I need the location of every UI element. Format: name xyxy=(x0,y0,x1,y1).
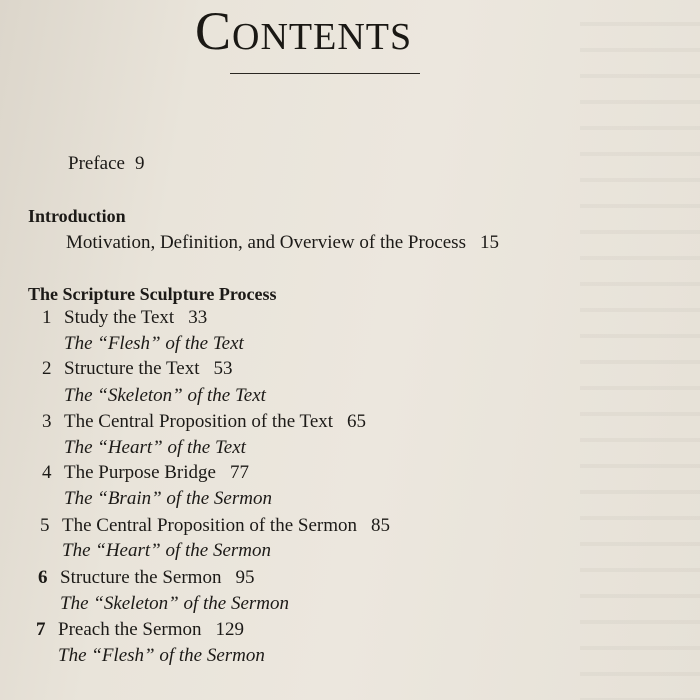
chapter-title: Study the Text xyxy=(64,307,175,328)
chapter-subtitle: The “Flesh” of the Text xyxy=(64,333,244,354)
chapter-number: 2 xyxy=(42,358,52,379)
chapter-subtitle: The “Skeleton” of the Text xyxy=(64,385,266,406)
entry-page: 15 xyxy=(479,232,499,253)
toc-chapter-4 xyxy=(42,461,249,485)
chapter-subtitle: The “Heart” of the Sermon xyxy=(62,540,271,561)
toc-entry-introduction xyxy=(66,231,499,255)
chapter-number: 6 xyxy=(38,567,48,588)
chapter-subtitle: The “Skeleton” of the Sermon xyxy=(60,593,290,614)
chapter-title: Structure the Text xyxy=(64,358,200,379)
toc-chapter-2 xyxy=(42,357,233,381)
entry-label: Motivation, Definition, and Overview of the Process xyxy=(66,232,466,253)
chapter-number: 7 xyxy=(36,619,46,640)
chapter-page: 53 xyxy=(213,358,233,379)
title-underline xyxy=(230,73,420,74)
section-heading-introduction: Introduction xyxy=(28,206,126,226)
entry-label: Preface xyxy=(68,153,125,174)
chapter-page: 77 xyxy=(229,462,249,483)
chapter-number: 4 xyxy=(42,462,52,483)
toc-chapter-6 xyxy=(38,566,254,590)
page-title: Contents xyxy=(195,1,413,61)
chapter-title: The Central Proposition of the Sermon xyxy=(62,515,357,536)
chapter-title: The Purpose Bridge xyxy=(64,462,216,483)
toc-chapter-1 xyxy=(42,306,207,330)
chapter-number: 5 xyxy=(40,515,50,536)
chapter-page: 85 xyxy=(370,515,390,536)
toc-chapter-7 xyxy=(36,618,244,642)
chapter-number: 1 xyxy=(42,307,52,328)
chapter-page: 95 xyxy=(235,567,255,588)
toc-chapter-5 xyxy=(40,514,390,538)
chapter-title: Structure the Sermon xyxy=(60,567,222,588)
chapter-page: 129 xyxy=(215,619,245,640)
chapter-subtitle: The “Flesh” of the Sermon xyxy=(58,645,265,666)
entry-page: 9 xyxy=(134,153,145,174)
chapter-page: 33 xyxy=(188,307,208,328)
section-heading-process: The Scripture Sculpture Process xyxy=(28,284,277,304)
toc-entry-preface xyxy=(68,152,144,176)
chapter-title: The Central Proposition of the Text xyxy=(64,411,334,432)
chapter-subtitle: The “Brain” of the Sermon xyxy=(64,488,272,509)
bleed-through-texture xyxy=(580,0,700,700)
toc-chapter-3 xyxy=(42,410,366,434)
chapter-number: 3 xyxy=(42,411,52,432)
chapter-title: Preach the Sermon xyxy=(58,619,202,640)
chapter-subtitle: The “Heart” of the Text xyxy=(64,437,246,458)
chapter-page: 65 xyxy=(347,411,367,432)
